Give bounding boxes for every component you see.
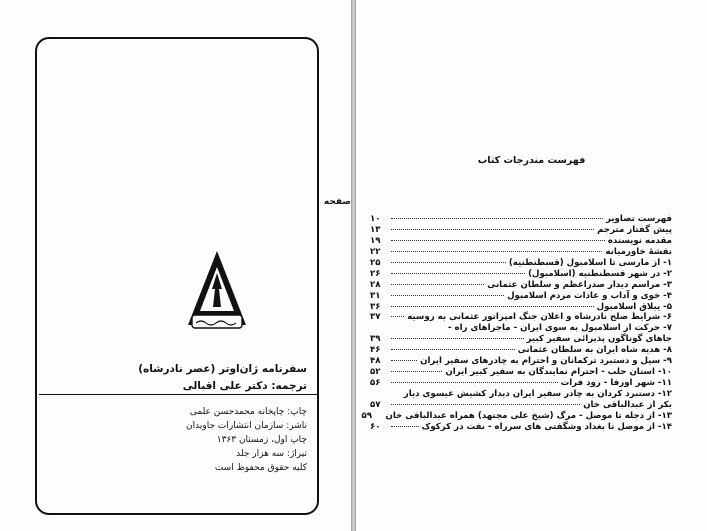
toc-item	[370, 367, 672, 378]
toc-item-title: ۱- از مارسی تا اسلامبول (قسطنطنیه)	[508, 257, 672, 268]
toc-dot-leader	[391, 371, 442, 372]
toc-item	[370, 269, 672, 280]
toc-item-page: ۵۹	[361, 410, 372, 421]
toc-dot-leader	[391, 262, 506, 263]
toc-item-page: ۲۲	[370, 246, 381, 257]
toc-dot-leader	[391, 349, 515, 350]
toc-item-title: ۱۰- استان حلب - احترام نمایندگان به سفیر کبیر ایران	[445, 367, 672, 378]
toc-item	[370, 291, 672, 302]
toc-item-title: نقشهٔ خاورمیانه	[605, 246, 672, 257]
toc-dot-leader	[391, 240, 605, 241]
toc-item-title: ۲- در شهر قسطنطنیه (اسلامبول)	[528, 268, 672, 279]
toc-item-page: ۱۰	[370, 214, 381, 224]
toc-item-title: ۱۳- از دجله تا موصل - مرگ (شیخ علی مجتهد) همراه عبدالباقی خان	[385, 410, 672, 421]
toc-item-title: ۱۴- از موصل تا بغداد وشگفتی های سرراه - نفت در کرکوک	[421, 421, 672, 432]
toc-item-page: ۱۳	[370, 224, 381, 235]
toc-dot-leader	[391, 404, 580, 405]
left-page	[0, 0, 351, 531]
print-run-line: تیراژ: سه هزار جلد	[236, 449, 307, 459]
toc-item	[370, 422, 672, 433]
toc-dot-leader	[391, 360, 417, 361]
toc-item-title: ۸- هدیه شاه ایران به سلطان عثمانی	[517, 345, 672, 356]
toc-item-title: مقدمه نویسنده	[607, 235, 672, 246]
toc-item	[370, 334, 672, 345]
toc-item-page: ۲۶	[370, 268, 381, 279]
imprint-divider	[39, 394, 317, 395]
toc-item	[370, 356, 672, 367]
toc-item-title: ۴- خوی و آداب و عادات مردم اسلامبول	[507, 290, 672, 301]
toc-item-title: ۶- شرایط صلح نادرشاه و اعلان جنگ امپراتور عثمانی به روسیه	[407, 312, 672, 323]
toc-item-page: ۵۲	[370, 367, 381, 378]
toc-item	[370, 280, 672, 291]
toc-item-page: ۳۱	[370, 290, 381, 301]
toc-item	[370, 302, 672, 313]
toc-item-page: ۳۹	[370, 334, 381, 345]
toc-dot-leader	[391, 338, 524, 339]
imprint-details	[42, 405, 307, 475]
toc-dot-leader	[391, 306, 594, 307]
title-page-frame	[35, 37, 319, 515]
toc-item-title: بکر از عبدالباقی خان	[583, 399, 672, 410]
toc-heading: فهرست مندرجات کتاب	[477, 155, 586, 166]
copyright-line: کلیه حقوق محفوظ است	[214, 463, 307, 473]
toc-item	[370, 378, 672, 389]
toc-item-title: ۳- مراسم دیدار صدراعظم و سلطان عثمانی	[487, 279, 672, 290]
toc-item	[361, 410, 672, 422]
toc-item	[370, 323, 672, 334]
publisher-line: ناشر: سازمان انتشارات جاویدان	[186, 421, 307, 431]
toc-item-page: ۲۸	[370, 279, 381, 290]
toc-item	[370, 247, 672, 258]
translator: ترجمه: دکتر علی اقبالی	[182, 380, 307, 392]
toc-item-title: ۱۲- دستبرد کردان به چادر سفیر ایران دیدار کشیش عیسوی دیار	[403, 389, 672, 399]
toc-dot-leader	[391, 382, 558, 383]
toc-item-page: ۳۷	[370, 312, 381, 323]
toc-dot-leader	[391, 284, 484, 285]
toc-item-title: ۱۱- شهر اورفا - رود فرات	[560, 378, 672, 389]
toc-item	[370, 214, 672, 225]
toc-item-page: ۱۹	[370, 235, 381, 246]
toc-item-page: ۴۸	[370, 356, 381, 367]
toc-item-page: ۵۷	[370, 399, 381, 410]
table-of-contents	[361, 214, 672, 433]
toc-item	[370, 345, 672, 356]
publisher-emblem-icon	[182, 249, 252, 339]
toc-item-page: ۴۶	[370, 345, 381, 356]
toc-item-title: فهرست تصاویر	[605, 214, 672, 224]
toc-item	[370, 236, 672, 247]
toc-dot-leader	[391, 229, 594, 230]
book-title-block	[42, 361, 307, 395]
toc-item-page: ۲۵	[370, 257, 381, 268]
toc-item	[370, 389, 672, 400]
toc-dot-leader	[391, 273, 525, 274]
printer-line: چاپ: چاپخانه محمدحسن علمی	[189, 407, 307, 417]
book-title: سفرنامه ژان‌اوتر (عصر نادرشاه)	[138, 363, 307, 375]
toc-dot-leader	[391, 316, 404, 317]
toc-dot-leader	[391, 295, 504, 296]
toc-item-page: ۳۶	[370, 301, 381, 312]
toc-dot-leader	[391, 426, 419, 427]
toc-item-title: جاهای گوناگون پذیرائی سفیر کبیر	[526, 334, 672, 345]
toc-dot-leader	[391, 251, 602, 252]
toc-item	[370, 225, 672, 236]
toc-item-title: ۷- حرکت از اسلامبول به سوی ایران - ماجراهای راه -	[447, 323, 672, 334]
toc-item-page: ۶۰	[370, 421, 381, 432]
toc-item	[370, 312, 672, 323]
edition-line: چاپ اول، زمستان ۱۳۶۳	[216, 435, 307, 445]
page-column-label: صفحه	[323, 197, 351, 207]
toc-item-title: ۹- سیل و دستبرد ترکمانان و احترام به چادرهای سفیر ایران	[420, 356, 672, 367]
toc-item-title: ۵- ییلاق اسلامبول	[596, 301, 672, 312]
toc-item-title: پیش گفتار مترجم	[597, 224, 672, 235]
toc-item	[370, 258, 672, 269]
toc-item	[370, 400, 672, 411]
toc-item-page: ۵۶	[370, 378, 381, 389]
toc-dot-leader	[391, 218, 603, 219]
